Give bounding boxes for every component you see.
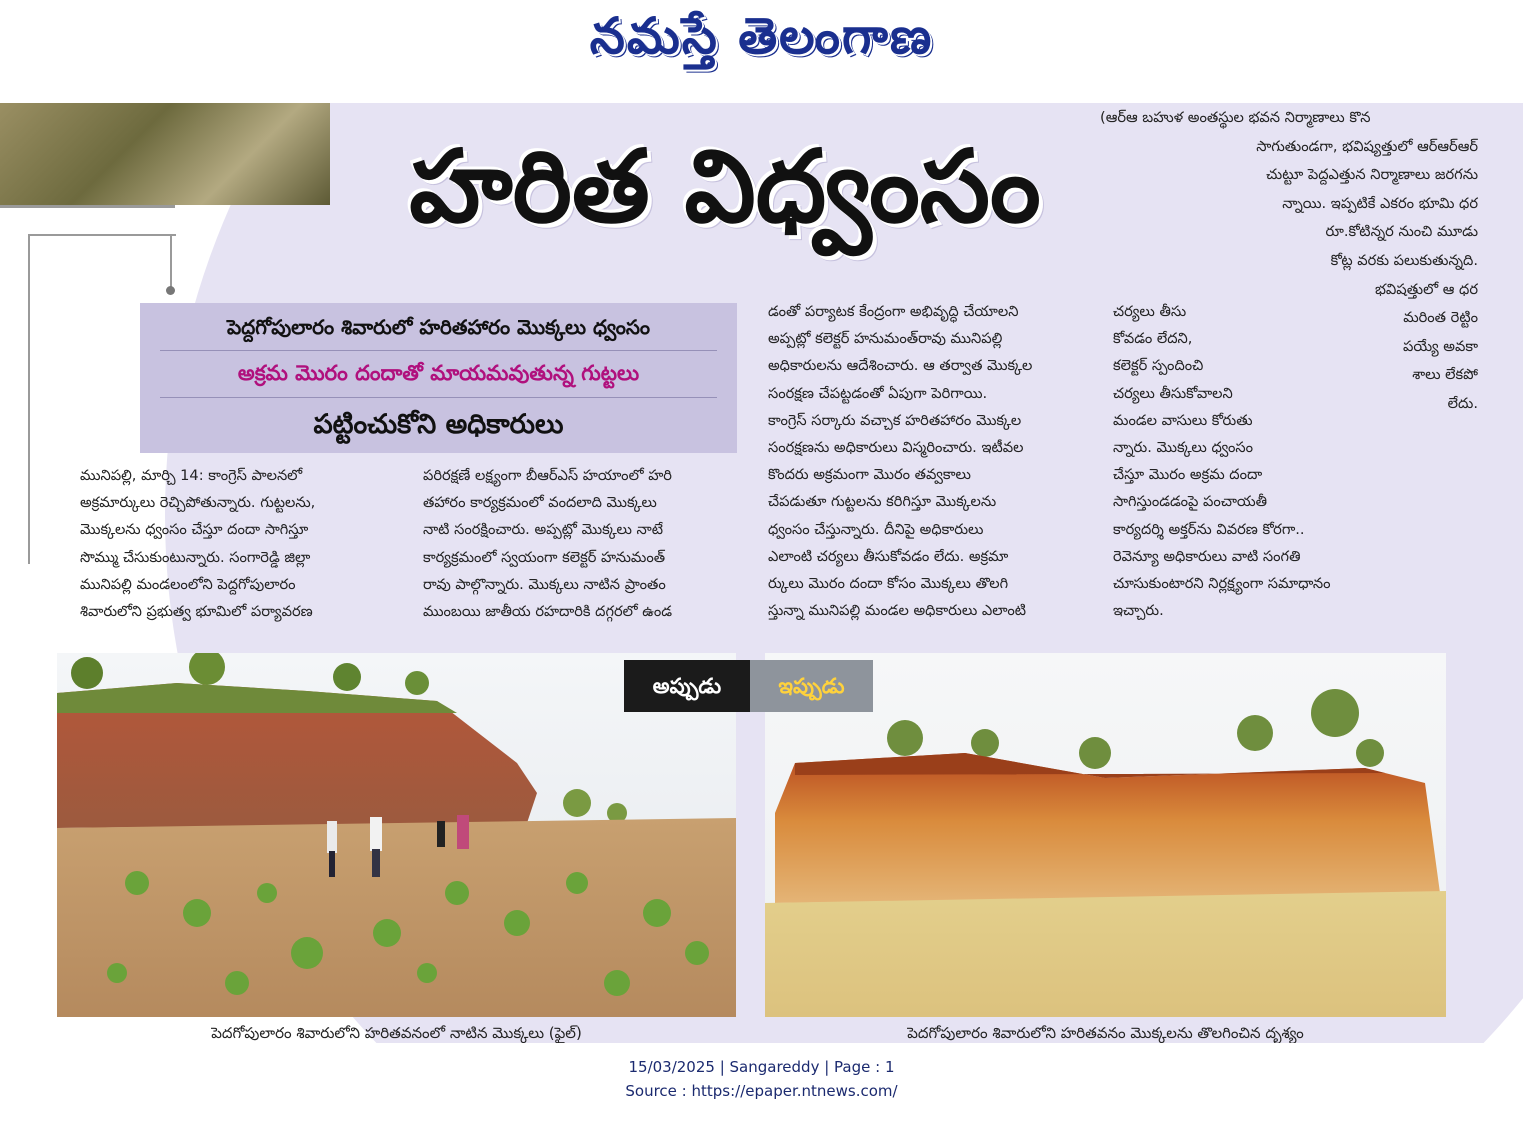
- text-line: సంరక్షణను అధికారులు విస్మరించారు. ఇటీవల: [768, 439, 1024, 457]
- text-line: భవిషత్తులో ఆ ధర: [1374, 280, 1478, 298]
- headline: హరిత విధ్వంసం: [409, 128, 1041, 245]
- text-line: సాగిస్తుండడంపై పంచాయతీ: [1113, 493, 1268, 511]
- text-line: మండల వాసులు కోరుతు: [1113, 411, 1253, 429]
- text-line: మునిపల్లి, మార్చి 14: కాంగ్రెస్ పాలనలో: [80, 467, 303, 484]
- text-line: కొందరు అక్రమంగా మొరం తవ్వకాలు: [768, 466, 971, 484]
- text-line: మొక్కలను ధ్వంసం చేస్తూ దందా సాగిస్తూ: [80, 521, 309, 539]
- text-line: (ఆర్‌ఆ బహుళ అంతస్థుల భవన నిర్మాణాలు కొన: [1100, 109, 1371, 126]
- subhead-1: పెద్దగోపులారం శివారులో హరితహారం మొక్కలు ధ్వంసం: [226, 315, 651, 339]
- text-line: రెవెన్యూ అధికారులు వాటి సంగతి: [1113, 547, 1301, 565]
- subhead-3: పట్టించుకోని అధికారులు: [313, 409, 564, 440]
- text-line: అధికారులను ఆదేశించారు. ఆ తర్వాత మొక్కల: [768, 357, 1033, 375]
- text-line: ముంబయి జాతీయ రహదారికి దగ్గరలో ఉండ: [423, 603, 673, 621]
- text-line: కలెక్టర్ స్పందించి: [1113, 357, 1204, 375]
- text-line: చేస్తూ మొరం అక్రమ దందా: [1113, 466, 1263, 484]
- text-line: మునిపల్లి మండలంలోని పెద్దగోపులారం: [80, 575, 296, 593]
- connector-line-vertical: [28, 234, 30, 564]
- text-line: పయ్యే అవకా: [1402, 337, 1478, 355]
- subhead-divider: [160, 350, 717, 351]
- article-column-4: [1113, 298, 1403, 624]
- text-line: సంరక్షణ చేపట్టడంతో ఏపుగా పెరిగాయి.: [768, 384, 988, 402]
- text-line: రావు పాల్గొన్నారు. మొక్కలు నాటిన ప్రాంతం: [423, 575, 666, 593]
- text-line: లేదు.: [1447, 394, 1478, 412]
- text-line: సాగుతుండగా, భవిష్యత్తులో ఆర్‌ఆర్‌ఆర్: [1256, 137, 1478, 155]
- subhead-divider: [160, 397, 717, 398]
- text-line: అక్రమార్కులు రెచ్చిపోతున్నారు. గుట్టలను,: [80, 494, 316, 512]
- text-line: సొమ్ము చేసుకుంటున్నారు. సంగారెడ్డి జిల్లా: [80, 548, 311, 566]
- text-line: కోట్ల వరకు పలుకుతున్నది.: [1330, 251, 1478, 269]
- text-line: కార్యదర్శి అక్తర్‌ను వివరణ కోరగా..: [1113, 520, 1305, 538]
- text-line: కాంగ్రెస్ సర్కారు వచ్చాక హరితహారం మొక్కల: [768, 411, 1022, 429]
- text-line: కార్యక్రమంలో స్వయంగా కలెక్టర్ హనుమంత్: [423, 548, 666, 566]
- masthead: [0, 6, 1523, 80]
- text-line: మరింత రెట్టిం: [1403, 309, 1478, 327]
- text-line: ధ్వంసం చేస్తున్నారు. దీనిపై అధికారులు: [768, 520, 984, 538]
- text-line: శాలు లేకపో: [1412, 366, 1478, 384]
- text-line: నాటి సంరక్షించారు. అప్పట్లో మొక్కలు నాటే: [423, 521, 663, 539]
- text-line: చుట్టూ పెద్దఎత్తున నిర్మాణాలు జరగను: [1266, 166, 1478, 184]
- connector-line: [28, 234, 176, 236]
- article-column-2: [423, 462, 741, 625]
- article-column-1: [80, 462, 398, 625]
- text-line: న్నాయి. ఇప్పటికే ఎకరం భూమి ధర: [1282, 194, 1478, 212]
- text-line: న్నారు. మొక్కలు ధ్వంసం: [1113, 439, 1254, 457]
- footer-source: Source : https://epaper.ntnews.com/: [625, 1082, 898, 1100]
- text-line: కోవడం లేదని,: [1113, 330, 1193, 348]
- text-line: పరిరక్షణే లక్ష్యంగా బీఆర్‌ఎస్ హయాంలో హరి: [423, 467, 672, 484]
- connector-stem: [170, 236, 172, 288]
- article-column-3: [768, 298, 1088, 624]
- text-line: చూసుకుంటారని నిర్లక్ష్యంగా సమాధానం: [1113, 575, 1331, 593]
- text-line: చేపడుతూ గుట్టలను కరిగిస్తూ మొక్కలను: [768, 493, 997, 511]
- connector-dot: [166, 286, 175, 295]
- subhead-2: అక్రమ మొరం దందాతో మాయమవుతున్న గుట్టలు: [237, 361, 640, 385]
- text-line: ఇచ్చారు.: [1113, 602, 1164, 620]
- caption-photo-before: పెదగోపులారం శివారులోని హరితవనంలో నాటిన మొక్కలు (ఫైల్): [211, 1024, 582, 1042]
- text-line: చర్యలు తీసుకోవాలని: [1113, 384, 1233, 402]
- text-line: ర్కులు మొరం దందా కోసం మొక్కలు తొలగి: [768, 575, 1009, 593]
- text-line: చర్యలు తీసు: [1113, 303, 1187, 320]
- text-line: డంతో పర్యాటక కేంద్రంగా అభివృద్ధి చేయాలని: [768, 303, 1019, 320]
- footer-date-edition: 15/03/2025 | Sangareddy | Page : 1: [628, 1058, 895, 1076]
- text-line: స్తున్నా మునిపల్లి మండల అధికారులు ఎలాంటి: [768, 602, 1027, 620]
- text-line: తహారం కార్యక్రమంలో వందలాది మొక్కలు: [423, 494, 657, 512]
- tag-after: ఇప్పుడు: [750, 660, 873, 712]
- tag-before: అప్పుడు: [624, 660, 750, 712]
- text-line: శివారులోని ప్రభుత్వ భూమిలో పర్యావరణ: [80, 603, 313, 621]
- divider-line: [0, 205, 175, 208]
- caption-photo-after: పెదగోపులారం శివారులోని హరితవనం మొక్కలను తొలగించిన దృశ్యం: [907, 1024, 1304, 1042]
- newspaper-logo: నమస్తే తెలంగాణ: [589, 6, 934, 65]
- text-line: రూ.కోటిన్నర నుంచి మూడు: [1325, 223, 1478, 241]
- text-line: అప్పట్లో కలెక్టర్ హనుమంత్‌రావు మునిపల్లి: [768, 330, 1003, 348]
- text-line: ఎలాంటి చర్యలు తీసుకోవడం లేదు. అక్రమా: [768, 547, 1009, 565]
